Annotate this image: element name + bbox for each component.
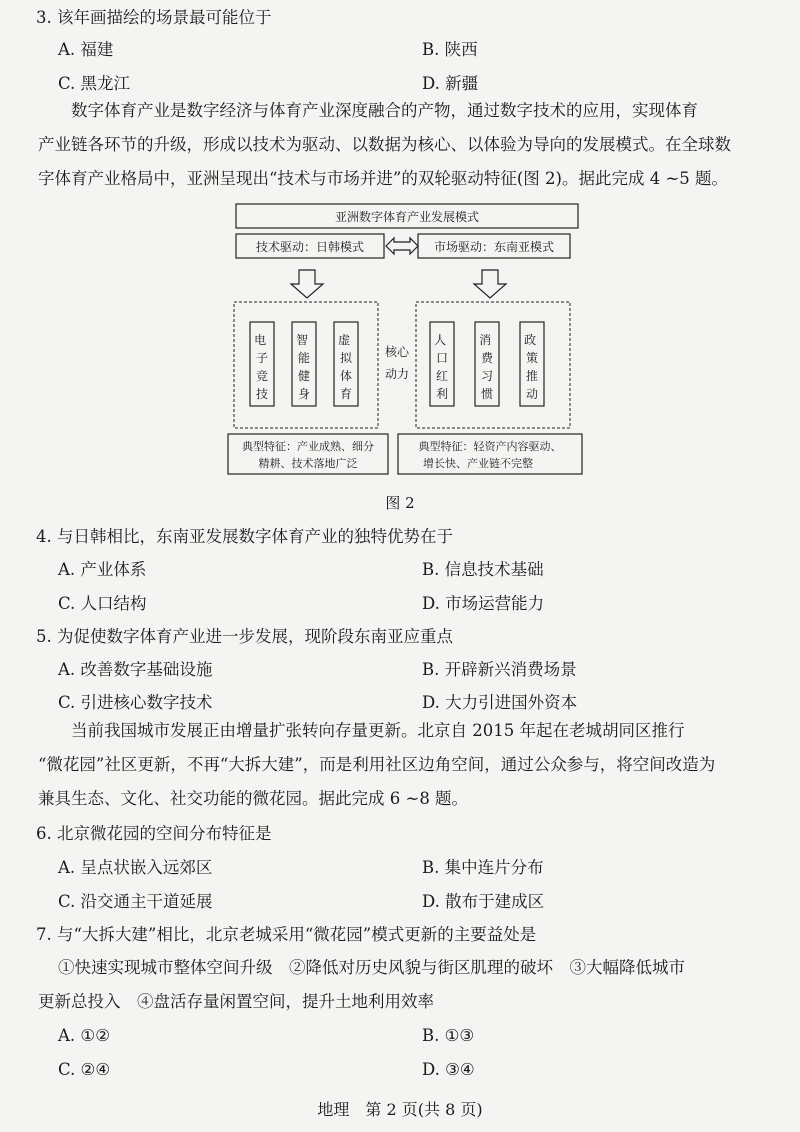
left-item-1: 电 子竞技 [254, 333, 269, 401]
left-feature-line-2: 精耕、技术落地广泛 [258, 457, 358, 470]
vertical-char: 育 [339, 387, 353, 401]
q3-option-c: C. 黑龙江 [58, 74, 131, 93]
right-item-2: 消 费习惯 [479, 333, 494, 401]
q6-stem: 6. 北京微花园的空间分布特征是 [36, 824, 272, 843]
q6-option-a: A. 呈点状嵌入远郊区 [58, 858, 213, 877]
q4-option-b: B. 信息技术基础 [422, 560, 544, 579]
left-item-3: 虚 拟体育 [338, 333, 353, 401]
passage-2-line-3: 兼具生态、文化、社交功能的微花园。据此完成 6 ~8 题。 [38, 789, 469, 808]
right-feature-line-2: 增长快、产业链不完整 [423, 457, 533, 470]
q7-statements-line-1: ①快速实现城市整体空间升级 ②降低对历史风貌与街区肌理的破坏 ③大幅降低城市 [58, 958, 685, 977]
vertical-char: 口 [435, 351, 449, 365]
vertical-char: 利 [435, 387, 449, 401]
vertical-char: 子 [255, 351, 269, 365]
vertical-char: 体 [339, 369, 353, 383]
passage-2 [38, 714, 766, 816]
right-item-1: 人 口红利 [434, 333, 449, 401]
page-footer: 地理 第 2 页(共 8 页) [317, 1100, 483, 1119]
q7-option-c: C. ②④ [58, 1060, 111, 1079]
passage-2-line-2: “微花园”社区更新，不再“大拆大建”，而是利用社区边角空间，通过公众参与，将空间改造为 [38, 755, 716, 774]
vertical-char: 技 [255, 387, 269, 401]
down-arrow-icon-right [474, 270, 506, 298]
q4-option-a: A. 产业体系 [58, 560, 147, 579]
q6-option-c: C. 沿交通主干道延展 [58, 892, 213, 911]
q4-stem: 4. 与日韩相比，东南亚发展数字体育产业的独特优势在于 [36, 527, 453, 546]
core-driver-label-1: 核心 [384, 345, 410, 359]
q4-option-d: D. 市场运营能力 [422, 594, 545, 613]
vertical-char: 能 [297, 351, 311, 365]
q7-statements-line-2: 更新总投入 ④盘活存量闲置空间，提升土地利用效率 [38, 992, 434, 1011]
vertical-char: 习 [480, 369, 494, 383]
vertical-char: 费 [480, 351, 494, 365]
vertical-char: 竞 [255, 369, 269, 383]
vertical-char: 健 [297, 369, 311, 383]
vertical-char: 红 [435, 369, 449, 383]
q7-option-a: A. ①② [58, 1026, 110, 1045]
q5-option-c: C. 引进核心数字技术 [58, 693, 213, 712]
vertical-char: 动 [525, 387, 539, 401]
q5-option-a: A. 改善数字基础设施 [58, 660, 213, 679]
right-items [430, 322, 544, 406]
left-items [250, 322, 358, 406]
left-mode-label: 技术驱动：日韩模式 [255, 240, 365, 254]
left-item-2: 智 能健身 [296, 333, 311, 401]
passage-1-line-3: 字体育产业格局中，亚洲呈现出“技术与市场并进”的双轮驱动特征(图 2)。据此完成 4 ~5 题。 [38, 169, 729, 188]
figure-caption: 图 2 [385, 494, 415, 512]
right-group-dashed-box [416, 302, 570, 428]
q3-stem: 3. 该年画描绘的场景最可能位于 [36, 8, 272, 27]
q3-option-a: A. 福建 [58, 40, 114, 59]
core-driver-label-2: 动力 [384, 367, 410, 381]
diagram-title: 亚洲数字体育产业发展模式 [334, 210, 480, 224]
q3-option-d: D. 新疆 [422, 74, 479, 93]
q3-option-b: B. 陕西 [422, 40, 478, 59]
q7-option-b: B. ①③ [422, 1026, 475, 1045]
right-feature-line-1: 典型特征：轻资产内容驱动、 [418, 440, 562, 453]
q6-option-d: D. 散布于建成区 [422, 892, 545, 911]
left-feature-line-1: 典型特征：产业成熟、细分 [242, 440, 374, 453]
q5-stem: 5. 为促使数字体育产业进一步发展，现阶段东南亚应重点 [36, 627, 453, 646]
q7-option-d: D. ③④ [422, 1060, 475, 1079]
passage-1 [38, 94, 766, 196]
right-item-3: 政 策推动 [524, 333, 539, 401]
vertical-char: 惯 [480, 387, 494, 401]
q6-option-b: B. 集中连片分布 [422, 858, 544, 877]
passage-1-line-1: 数字体育产业是数字经济与体育产业深度融合的产物，通过数字技术的应用，实现体育 [71, 101, 698, 120]
passage-1-line-2: 产业链各环节的升级，形成以技术为驱动、以数据为核心、以体验为导向的发展模式。在全球数 [38, 135, 731, 154]
q4-option-c: C. 人口结构 [58, 594, 147, 613]
figure-2-diagram [220, 198, 600, 486]
vertical-char: 推 [525, 369, 539, 383]
left-group-dashed-box [234, 302, 378, 428]
vertical-char: 策 [525, 351, 539, 365]
right-mode-label: 市场驱动：东南亚模式 [433, 240, 555, 254]
down-arrow-icon-left [291, 270, 323, 298]
vertical-char: 身 [297, 387, 311, 401]
q7-stem: 7. 与“大拆大建”相比，北京老城采用“微花园”模式更新的主要益处是 [36, 925, 537, 944]
q5-option-d: D. 大力引进国外资本 [422, 693, 578, 712]
double-arrow-icon [386, 238, 418, 254]
vertical-char: 拟 [339, 351, 353, 365]
q5-option-b: B. 开辟新兴消费场景 [422, 660, 577, 679]
passage-2-line-1: 当前我国城市发展正由增量扩张转向存量更新。北京自 2015 年起在老城胡同区推行 [71, 721, 685, 740]
